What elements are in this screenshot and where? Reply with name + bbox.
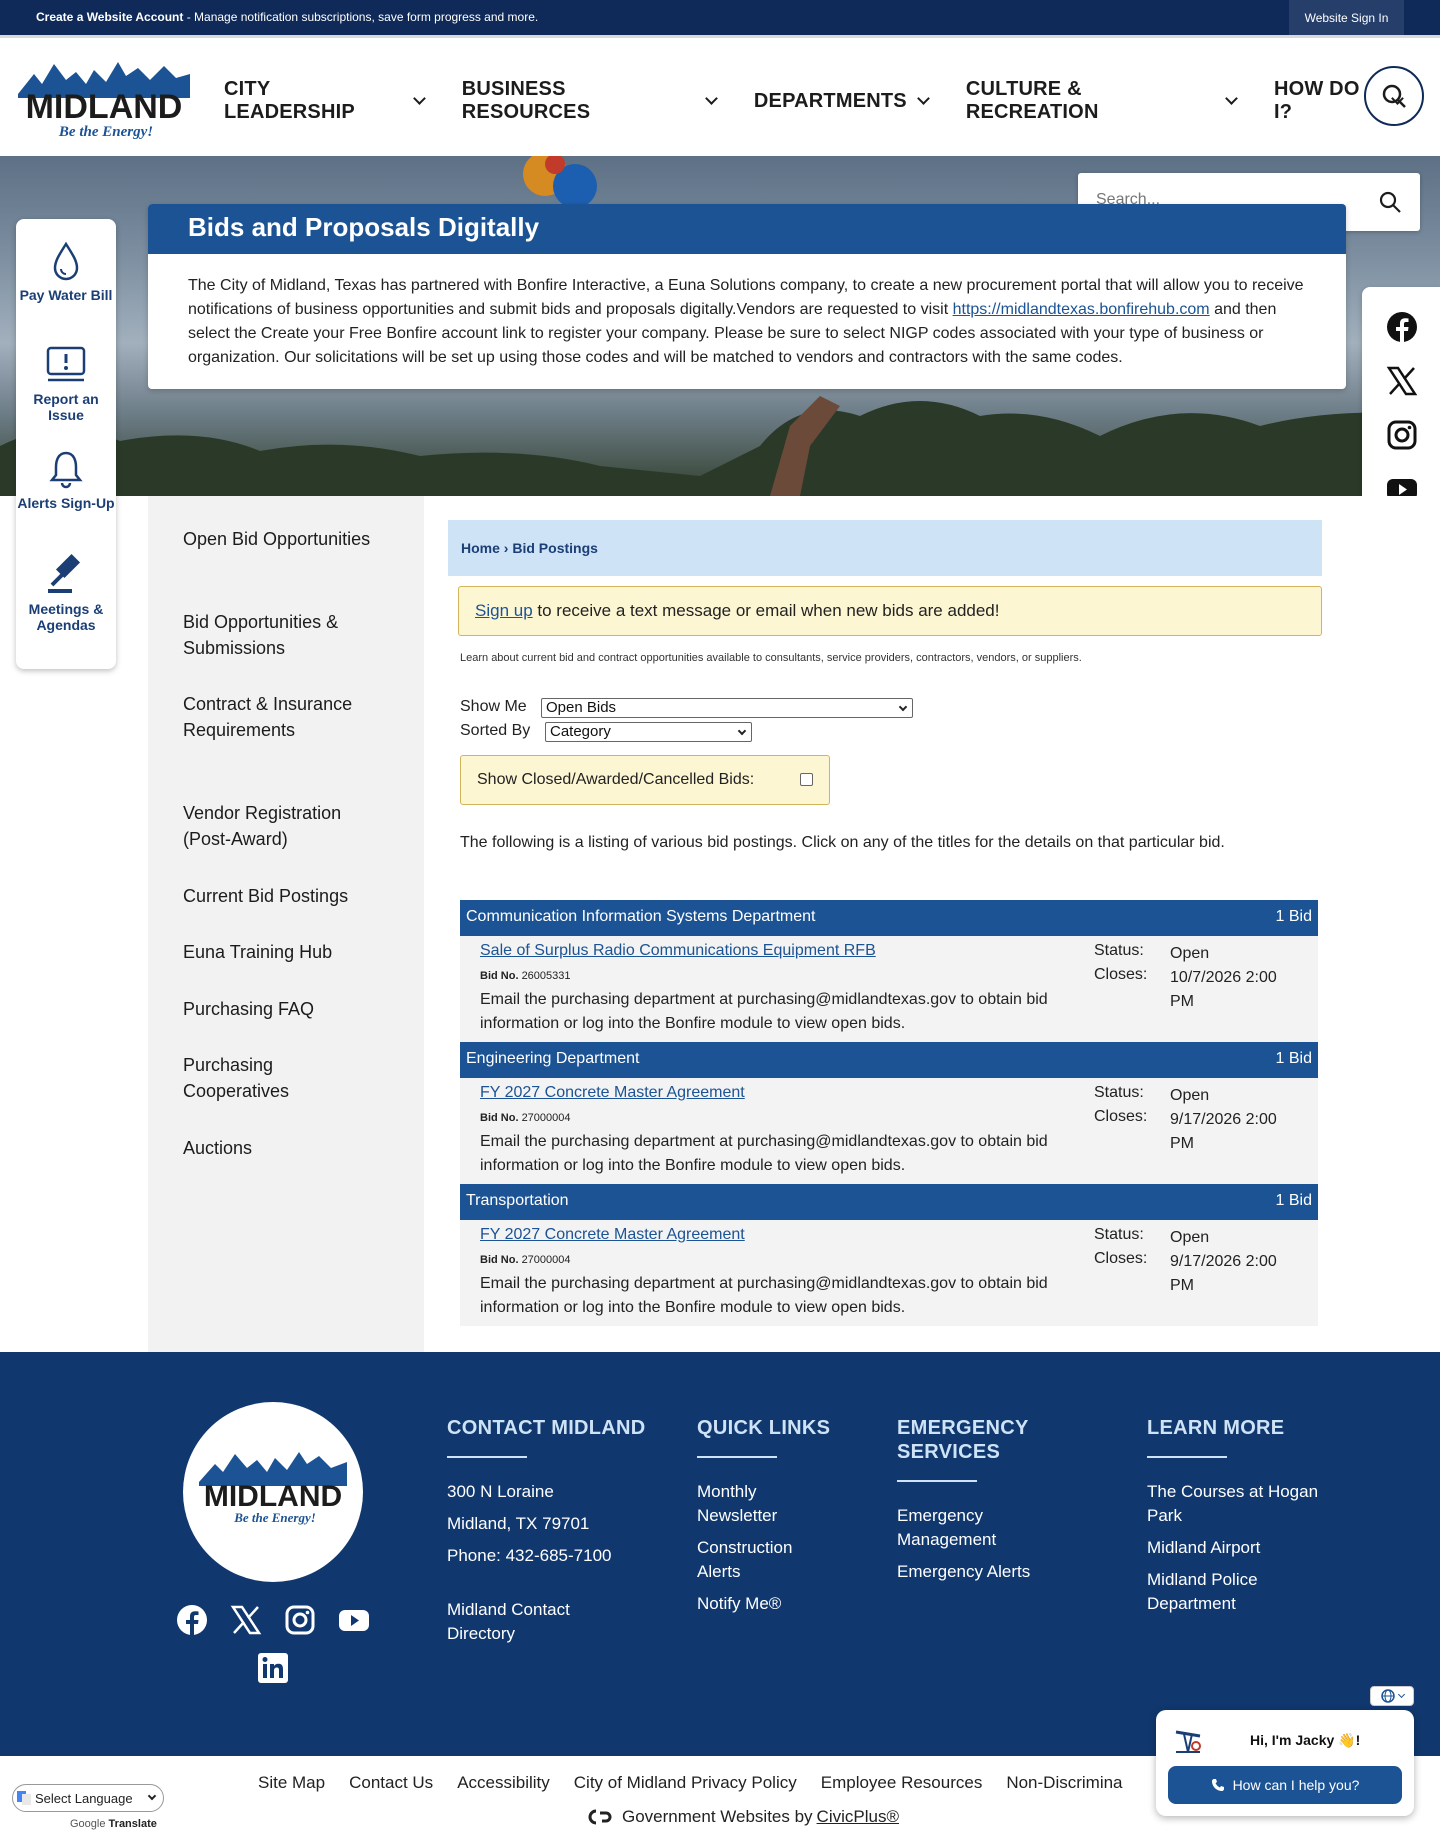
report-icon xyxy=(44,345,88,385)
notice-text-after: and then select the Create your Free Bonfire account link to register your company. Please be sure to select NIGP codes associated with your type of business or organization. Our solicitations will be set up using those codes and will be matched to vendors and contractors with the same codes. xyxy=(188,301,1277,366)
intro-text: Learn about current bid and contract opportunities available to consultants, service providers, contractors, vendors, or suppliers. xyxy=(460,652,1082,664)
closes-label: Closes: xyxy=(1094,1250,1148,1267)
bid-no-label: Bid No. xyxy=(480,970,519,982)
search-icon xyxy=(1381,83,1407,109)
notice-title: Bids and Proposals Digitally xyxy=(148,204,1346,254)
sculpture-image xyxy=(740,386,860,496)
bid-no-value: 27000004 xyxy=(521,1254,571,1266)
meetings-agendas-button[interactable] xyxy=(16,551,116,633)
sidebar-link-vendor-registration[interactable]: Vendor Registration (Post-Award) xyxy=(183,803,342,849)
show-closed-label: Show Closed/Awarded/Cancelled Bids: xyxy=(477,771,755,788)
bid-no-value: 26005331 xyxy=(521,970,571,982)
sidebar-link-auctions[interactable]: Auctions xyxy=(183,1138,253,1158)
category-header xyxy=(460,900,1318,936)
category-count: 1 Bid xyxy=(1275,908,1312,925)
footer-quick-title: QUICK LINKS xyxy=(697,1417,831,1439)
sidebar-link-current-bid-postings[interactable]: Current Bid Postings xyxy=(183,886,349,906)
bid-description: Email the purchasing department at purchasing@midlandtexas.gov to obtain bid information or log into the Bonfire module to view open bids. xyxy=(480,1275,1048,1316)
footer-logo[interactable] xyxy=(183,1402,363,1582)
chevron-down-icon xyxy=(1397,1691,1404,1698)
status-value: Open xyxy=(1170,945,1210,962)
top-bar xyxy=(0,0,1440,35)
footer-divider xyxy=(697,1456,777,1458)
site-map-link[interactable]: Site Map xyxy=(258,1773,326,1792)
pumpjack-avatar-icon xyxy=(1170,1722,1206,1758)
site-header xyxy=(0,35,1440,156)
show-me-select[interactable] xyxy=(541,698,913,718)
sidebar-link-bid-opportunities-submissions[interactable]: Bid Opportunities & Submissions xyxy=(183,612,339,658)
footer-divider xyxy=(1147,1456,1227,1458)
closes-label: Closes: xyxy=(1094,1108,1148,1125)
quick-link-label: Pay Water Bill xyxy=(19,287,113,303)
chevron-down-icon xyxy=(917,92,930,105)
chat-help-button[interactable] xyxy=(1168,1766,1402,1804)
show-me-value: Open Bids xyxy=(546,699,617,716)
select-language-label: Select Language xyxy=(35,1791,133,1806)
footer-link-hogan-park[interactable]: The Courses at Hogan Park xyxy=(1147,1482,1319,1525)
closes-label: Closes: xyxy=(1094,966,1148,983)
pay-water-bill-button[interactable] xyxy=(16,241,116,303)
footer-link-emergency-alerts[interactable]: Emergency Alerts xyxy=(897,1562,1031,1581)
breadcrumb-separator: › xyxy=(499,540,513,556)
alert-text: to receive a text message or email when new bids are added! xyxy=(532,601,1000,620)
linkedin-icon[interactable] xyxy=(257,1652,289,1684)
privacy-policy-link[interactable]: City of Midland Privacy Policy xyxy=(573,1773,797,1792)
sidebar-link-open-bid-opportunities[interactable]: Open Bid Opportunities xyxy=(183,529,371,549)
footer-address1: 300 N Loraine xyxy=(447,1482,554,1501)
signup-alert xyxy=(458,586,1322,636)
sidebar-link-purchasing-cooperatives[interactable]: Purchasing Cooperatives xyxy=(183,1055,290,1101)
footer-divider xyxy=(897,1480,977,1482)
listing-text: The following is a listing of various bid postings. Click on any of the titles for the details on that particular bid. xyxy=(460,834,1225,851)
main-nav xyxy=(224,78,1440,124)
youtube-icon[interactable] xyxy=(338,1604,370,1636)
gavel-icon xyxy=(44,551,88,595)
logo-word: MIDLAND xyxy=(25,88,183,126)
footer-logo-word: MIDLAND xyxy=(203,1480,343,1513)
bid-row xyxy=(460,936,1318,1042)
bids-notice-panel xyxy=(148,204,1346,389)
chevron-down-icon xyxy=(413,92,426,105)
footer-emergency-title: EMERGENCY SERVICES xyxy=(897,1417,1029,1463)
bid-description: Email the purchasing department at purchasing@midlandtexas.gov to obtain bid information or log into the Bonfire module to view open bids. xyxy=(480,991,1048,1032)
breadcrumb-home[interactable]: Home xyxy=(461,540,500,556)
chevron-down-icon xyxy=(738,727,746,735)
bid-row xyxy=(460,1078,1318,1184)
google-label: Google xyxy=(70,1818,106,1830)
footer-contact-title: CONTACT MIDLAND xyxy=(447,1417,646,1439)
bell-icon xyxy=(48,449,84,489)
civicplus-credit xyxy=(586,1807,899,1827)
header-search-button[interactable] xyxy=(1364,66,1424,126)
closes-value: 9/17/2026 2:00 PM xyxy=(1170,1111,1277,1152)
footer-logo-tagline: Be the Energy! xyxy=(234,1510,316,1525)
translate-label: Translate xyxy=(108,1818,157,1830)
bid-title-link[interactable]: FY 2027 Concrete Master Agreement xyxy=(480,1084,745,1101)
category-name: Communication Information Systems Department xyxy=(466,908,816,925)
footer-link-monthly-newsletter[interactable]: Monthly Newsletter xyxy=(697,1482,778,1525)
globe-icon xyxy=(1381,1689,1395,1703)
footer-emergency-column xyxy=(897,1416,1057,1592)
civicplus-link[interactable]: CivicPlus® xyxy=(816,1807,899,1826)
alerts-signup-button[interactable] xyxy=(16,449,116,511)
footer-learn-more-column xyxy=(1147,1416,1337,1624)
status-value: Open xyxy=(1170,1087,1210,1104)
nav-label: CITY LEADERSHIP xyxy=(224,78,355,123)
civic-text: Government Websites by xyxy=(622,1807,813,1826)
breadcrumb xyxy=(448,520,1322,576)
bid-description: Email the purchasing department at purchasing@midlandtexas.gov to obtain bid information or log into the Bonfire module to view open bids. xyxy=(480,1133,1048,1174)
closes-value: 9/17/2026 2:00 PM xyxy=(1170,1253,1277,1294)
search-icon[interactable] xyxy=(1378,190,1402,214)
status-value: Open xyxy=(1170,1229,1210,1246)
account-promo[interactable] xyxy=(36,10,538,24)
footer-phone: Phone: 432-685-7100 xyxy=(447,1546,612,1565)
footer-divider xyxy=(447,1456,527,1458)
language-globe-button[interactable] xyxy=(1370,1686,1414,1706)
phone-icon xyxy=(1211,1778,1225,1792)
bonfire-link[interactable]: https://midlandtexas.bonfirehub.com xyxy=(952,301,1210,318)
site-footer xyxy=(0,1352,1440,1756)
bid-no-label: Bid No. xyxy=(480,1254,519,1266)
sorted-by-select[interactable] xyxy=(545,722,752,742)
chat-button-label: How can I help you? xyxy=(1232,1777,1360,1793)
sidebar-link-contract-insurance[interactable]: Contract & Insurance Requirements xyxy=(183,694,353,740)
nav-label: HOW DO I? xyxy=(1273,78,1360,123)
bid-number xyxy=(480,1254,571,1266)
bid-row xyxy=(460,1220,1318,1326)
accessibility-link[interactable]: Accessibility xyxy=(457,1773,550,1792)
footer-learn-title: LEARN MORE xyxy=(1147,1417,1285,1439)
chevron-down-icon xyxy=(899,703,907,711)
facebook-icon[interactable] xyxy=(176,1604,208,1636)
sidebar-link-euna-training-hub[interactable]: Euna Training Hub xyxy=(183,942,333,962)
quick-link-label: Alerts Sign-Up xyxy=(17,495,115,511)
create-account-link[interactable]: Create a Website Account xyxy=(36,10,184,24)
category-count: 1 Bid xyxy=(1275,1050,1312,1067)
instagram-icon[interactable] xyxy=(284,1604,316,1636)
google-translate-icon xyxy=(17,1791,31,1805)
breadcrumb-current: Bid Postings xyxy=(512,540,598,556)
x-icon[interactable] xyxy=(1386,365,1418,397)
bid-number xyxy=(480,1112,571,1124)
chevron-down-icon xyxy=(1225,92,1238,105)
nav-label: DEPARTMENTS xyxy=(753,89,907,112)
nav-departments[interactable] xyxy=(754,78,928,124)
contact-us-link[interactable]: Contact Us xyxy=(349,1773,434,1792)
promo-text: - Manage notification subscriptions, save form progress and more. xyxy=(183,10,539,24)
chevron-down-icon xyxy=(148,1792,156,1800)
nav-culture-recreation[interactable] xyxy=(966,78,1236,124)
sorted-by-value: Category xyxy=(550,723,611,740)
category-count: 1 Bid xyxy=(1275,1192,1312,1209)
footer-link-midland-airport[interactable]: Midland Airport xyxy=(1147,1538,1261,1557)
category-header xyxy=(460,1042,1318,1078)
footer-logo-image xyxy=(183,1402,363,1582)
notice-body xyxy=(148,254,1346,389)
midland-logo[interactable] xyxy=(14,54,194,140)
bid-title-link[interactable]: FY 2027 Concrete Master Agreement xyxy=(480,1226,745,1243)
bid-title-link[interactable]: Sale of Surplus Radio Communications Equipment RFB xyxy=(480,942,876,959)
non-discrimination-link[interactable]: Non-Discrimina xyxy=(1006,1773,1123,1792)
bid-no-label: Bid No. xyxy=(480,1112,519,1124)
show-me-label: Show Me xyxy=(460,698,527,715)
employee-resources-link[interactable]: Employee Resources xyxy=(820,1773,983,1792)
civicplus-icon xyxy=(586,1809,612,1825)
closes-value: 10/7/2026 2:00 PM xyxy=(1170,969,1277,1010)
footer-link-emergency-management[interactable]: Emergency Management xyxy=(897,1506,997,1549)
nav-business-resources[interactable] xyxy=(462,78,716,124)
nav-label: BUSINESS RESOURCES xyxy=(461,78,591,123)
quick-link-label: Report an Issue xyxy=(33,391,99,423)
quick-link-label: Meetings & Agendas xyxy=(28,601,104,633)
footer-link-midland-police[interactable]: Midland Police Department xyxy=(1147,1570,1258,1613)
footer-contact-directory-link[interactable]: Midland Contact Directory xyxy=(447,1600,570,1643)
chat-widget xyxy=(1156,1710,1414,1816)
category-name: Transportation xyxy=(466,1192,569,1209)
show-closed-checkbox[interactable] xyxy=(800,773,813,786)
footer-address2: Midland, TX 79701 xyxy=(447,1514,590,1533)
category-header xyxy=(460,1184,1318,1220)
bid-number xyxy=(480,970,571,982)
nav-label: CULTURE & RECREATION xyxy=(965,78,1099,123)
bottom-links xyxy=(258,1773,1147,1793)
sorted-by-label: Sorted By xyxy=(460,722,531,739)
status-label: Status: xyxy=(1094,1084,1144,1101)
select-language-dropdown[interactable] xyxy=(12,1784,164,1812)
chat-greeting: Hi, I'm Jacky 👋! xyxy=(1250,1732,1361,1748)
bid-no-value: 27000004 xyxy=(521,1112,571,1124)
sign-up-link[interactable]: Sign up xyxy=(475,601,533,620)
water-drop-icon xyxy=(49,241,83,281)
footer-contact-column xyxy=(447,1416,647,1654)
show-closed-box xyxy=(460,755,830,805)
footer-link-notify-me[interactable]: Notify Me® xyxy=(697,1594,782,1613)
footer-link-construction-alerts[interactable]: Construction Alerts xyxy=(697,1538,793,1581)
website-sign-in-button[interactable]: Website Sign In xyxy=(1289,0,1404,35)
bids-sidebar xyxy=(148,496,424,1352)
notice-text: The City of Midland, Texas has partnered with Bonfire Interactive, a Euna Solutions company, to create a new procurement portal that will allow you to receive notifications of business opportunities and submit bids and proposals digitally.Vendors are requested to visit xyxy=(188,277,1304,318)
status-label: Status: xyxy=(1094,942,1144,959)
logo-tagline: Be the Energy! xyxy=(58,124,154,140)
sidebar-link-purchasing-faq[interactable]: Purchasing FAQ xyxy=(183,999,315,1019)
report-issue-button[interactable] xyxy=(16,345,116,423)
nav-city-leadership[interactable] xyxy=(224,78,424,124)
instagram-icon[interactable] xyxy=(1386,419,1418,451)
x-icon[interactable] xyxy=(230,1604,262,1636)
quick-links-panel xyxy=(16,219,116,669)
google-translate-credit xyxy=(70,1818,157,1830)
facebook-icon[interactable] xyxy=(1386,311,1418,343)
chevron-down-icon xyxy=(705,92,718,105)
status-label: Status: xyxy=(1094,1226,1144,1243)
category-name: Engineering Department xyxy=(466,1050,640,1067)
footer-quick-links-column xyxy=(697,1416,837,1624)
